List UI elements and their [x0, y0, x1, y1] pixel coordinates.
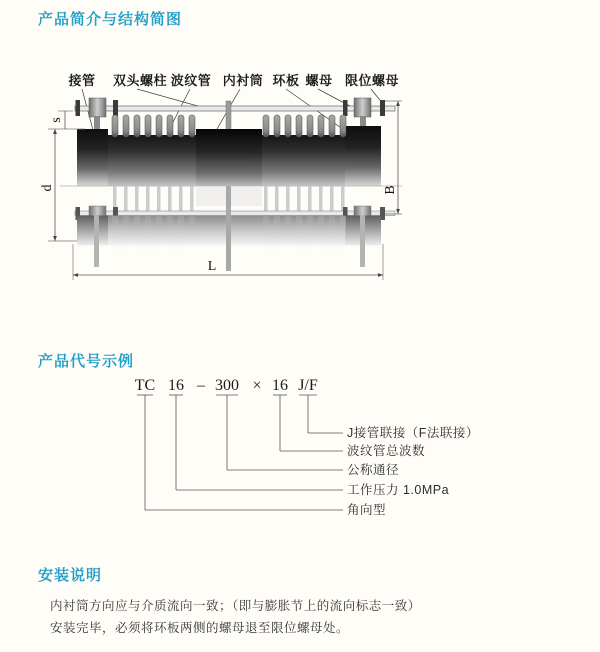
- code-seg-dash: –: [197, 377, 205, 394]
- part-label-ring-plate: 环板: [272, 73, 300, 88]
- code-seg-connection: J/F: [298, 377, 318, 394]
- code-segments: [135, 377, 318, 394]
- part-label-stud: 双头螺柱: [112, 73, 168, 88]
- dim-label-d: d: [40, 184, 55, 192]
- joint-body-bottom: [75, 186, 395, 271]
- section-title-intro: 产品简介与结构简图: [38, 11, 183, 28]
- hanging-stud-right: [360, 215, 365, 267]
- code-annotation-connection: J接管联接（F法联接）: [347, 426, 479, 440]
- part-label-liner: 内衬筒: [222, 73, 264, 88]
- hanging-stud-left: [94, 215, 99, 267]
- part-label-pipe-end: 接管: [68, 73, 96, 88]
- structure-diagram: [40, 68, 470, 300]
- section-title-code: 产品代号示例: [38, 353, 135, 370]
- section-title-install: 安装说明: [38, 567, 103, 584]
- part-label-bellows: 波纹管: [170, 73, 212, 88]
- install-notes: [50, 595, 570, 639]
- dimension-d: [40, 129, 77, 241]
- code-annotations: [347, 425, 479, 517]
- part-label-limit-nut: 限位螺母: [344, 73, 400, 88]
- install-note-line1: 内衬筒方向应与介质流向一致；（即与膨胀节上的流向标志一致）: [50, 599, 421, 613]
- product-code-figure: [130, 373, 490, 535]
- code-seg-pressure: 16: [168, 377, 184, 394]
- expansion-joint-drawing: [40, 68, 470, 300]
- code-annotation-pressure: 工作压力 1.0MPa: [347, 483, 450, 497]
- hanging-stud-center: [226, 186, 231, 271]
- code-annotation-waves: 波纹管总波数: [347, 444, 426, 458]
- code-seg-type: TC: [134, 377, 156, 394]
- dim-label-B: B: [383, 185, 398, 195]
- code-seg-times: ×: [252, 377, 262, 394]
- code-seg-waves: 16: [272, 377, 288, 394]
- part-label-nut: 螺母: [305, 73, 333, 88]
- code-annotation-diameter: 公称通径: [347, 463, 400, 477]
- install-note-line2: 安装完毕，必须将环板两侧的螺母退至限位螺母处。: [50, 621, 350, 635]
- code-annotation-type: 角向型: [347, 503, 387, 517]
- dim-label-L: L: [207, 259, 217, 274]
- code-seg-diameter: 300: [215, 377, 239, 394]
- part-labels: [67, 73, 399, 88]
- dimension-B: [383, 101, 402, 214]
- code-connector-lines: [137, 395, 343, 510]
- dim-label-s: s: [49, 117, 64, 123]
- code-breakdown-drawing: [130, 373, 490, 535]
